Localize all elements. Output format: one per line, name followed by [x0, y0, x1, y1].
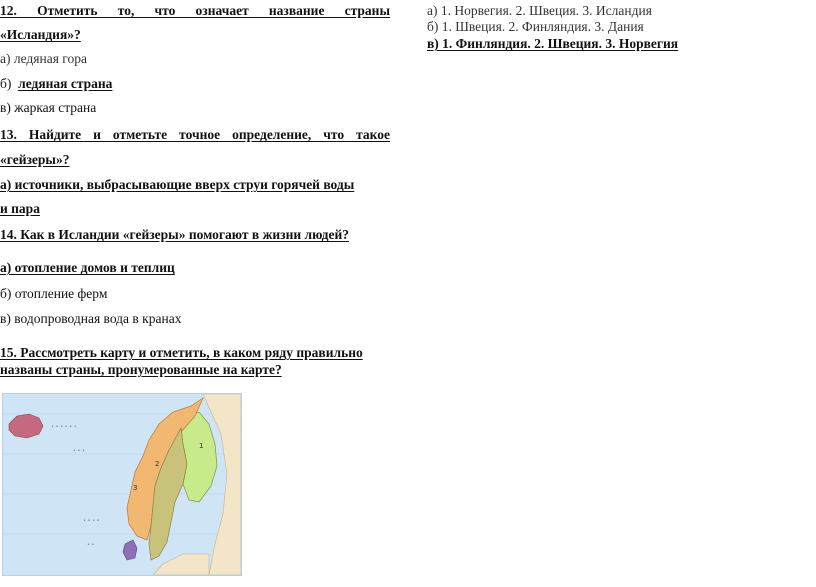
q14-option-b: б) отопление ферм: [0, 286, 108, 301]
q13-answer-line2: и пара: [0, 201, 40, 216]
q14-title: 14. Как в Исландии «гейзеры» помогают в жизни людей?: [0, 227, 349, 242]
sea-label-3: • • • •: [83, 518, 100, 524]
q14-option-c: в) водопроводная вода в кранах: [0, 311, 182, 326]
q15-option-b: б) 1. Швеция. 2. Финляндия. 3. Дания: [427, 19, 644, 34]
q12-title-line1: 12. Отметить то, что означает название страны: [0, 3, 390, 18]
scandinavia-map-svg: [3, 394, 241, 575]
q15-option-a: а) 1. Норвегия. 2. Швеция. 3. Исландия: [427, 3, 652, 18]
sea-label-4: • •: [87, 542, 95, 548]
q12-option-c: в) жаркая страна: [0, 100, 97, 115]
q15-title-line1: 15. Рассмотреть карту и отметить, в каком ряду правильно: [0, 345, 363, 360]
south-land-shape: [153, 554, 209, 575]
q12-option-b: [0, 76, 112, 92]
q15-answer: в) 1. Финляндия. 2. Швеция. 3. Норвегия: [427, 36, 679, 51]
denmark-shape: [123, 540, 137, 560]
map-number-2: 2: [155, 460, 160, 468]
q12-option-b-answer: ледяная страна: [18, 76, 113, 91]
q12-option-a: а) ледяная гора: [0, 51, 87, 66]
iceland-shape: [9, 414, 43, 438]
q13-answer-line1: а) источники, выбрасывающие вверх струи горячей воды: [0, 177, 355, 192]
q14-answer: а) отопление домов и теплиц: [0, 260, 175, 275]
sea-label-2: • • •: [73, 448, 86, 454]
map-number-3: 3: [133, 484, 138, 492]
q13-title-line1: 13. Найдите и отметьте точное определение, что такое: [0, 127, 390, 142]
map-number-1: 1: [199, 442, 204, 450]
q12-title-line2: «Исландия»?: [0, 27, 81, 42]
q15-title-line2: названы страны, пронумерованные на карте?: [0, 362, 282, 377]
scandinavia-map: [2, 393, 242, 576]
q12-option-b-letter: б): [0, 76, 12, 91]
sea-label-1: • • • • • •: [51, 424, 77, 430]
q13-title-line2: «гейзеры»?: [0, 152, 70, 167]
